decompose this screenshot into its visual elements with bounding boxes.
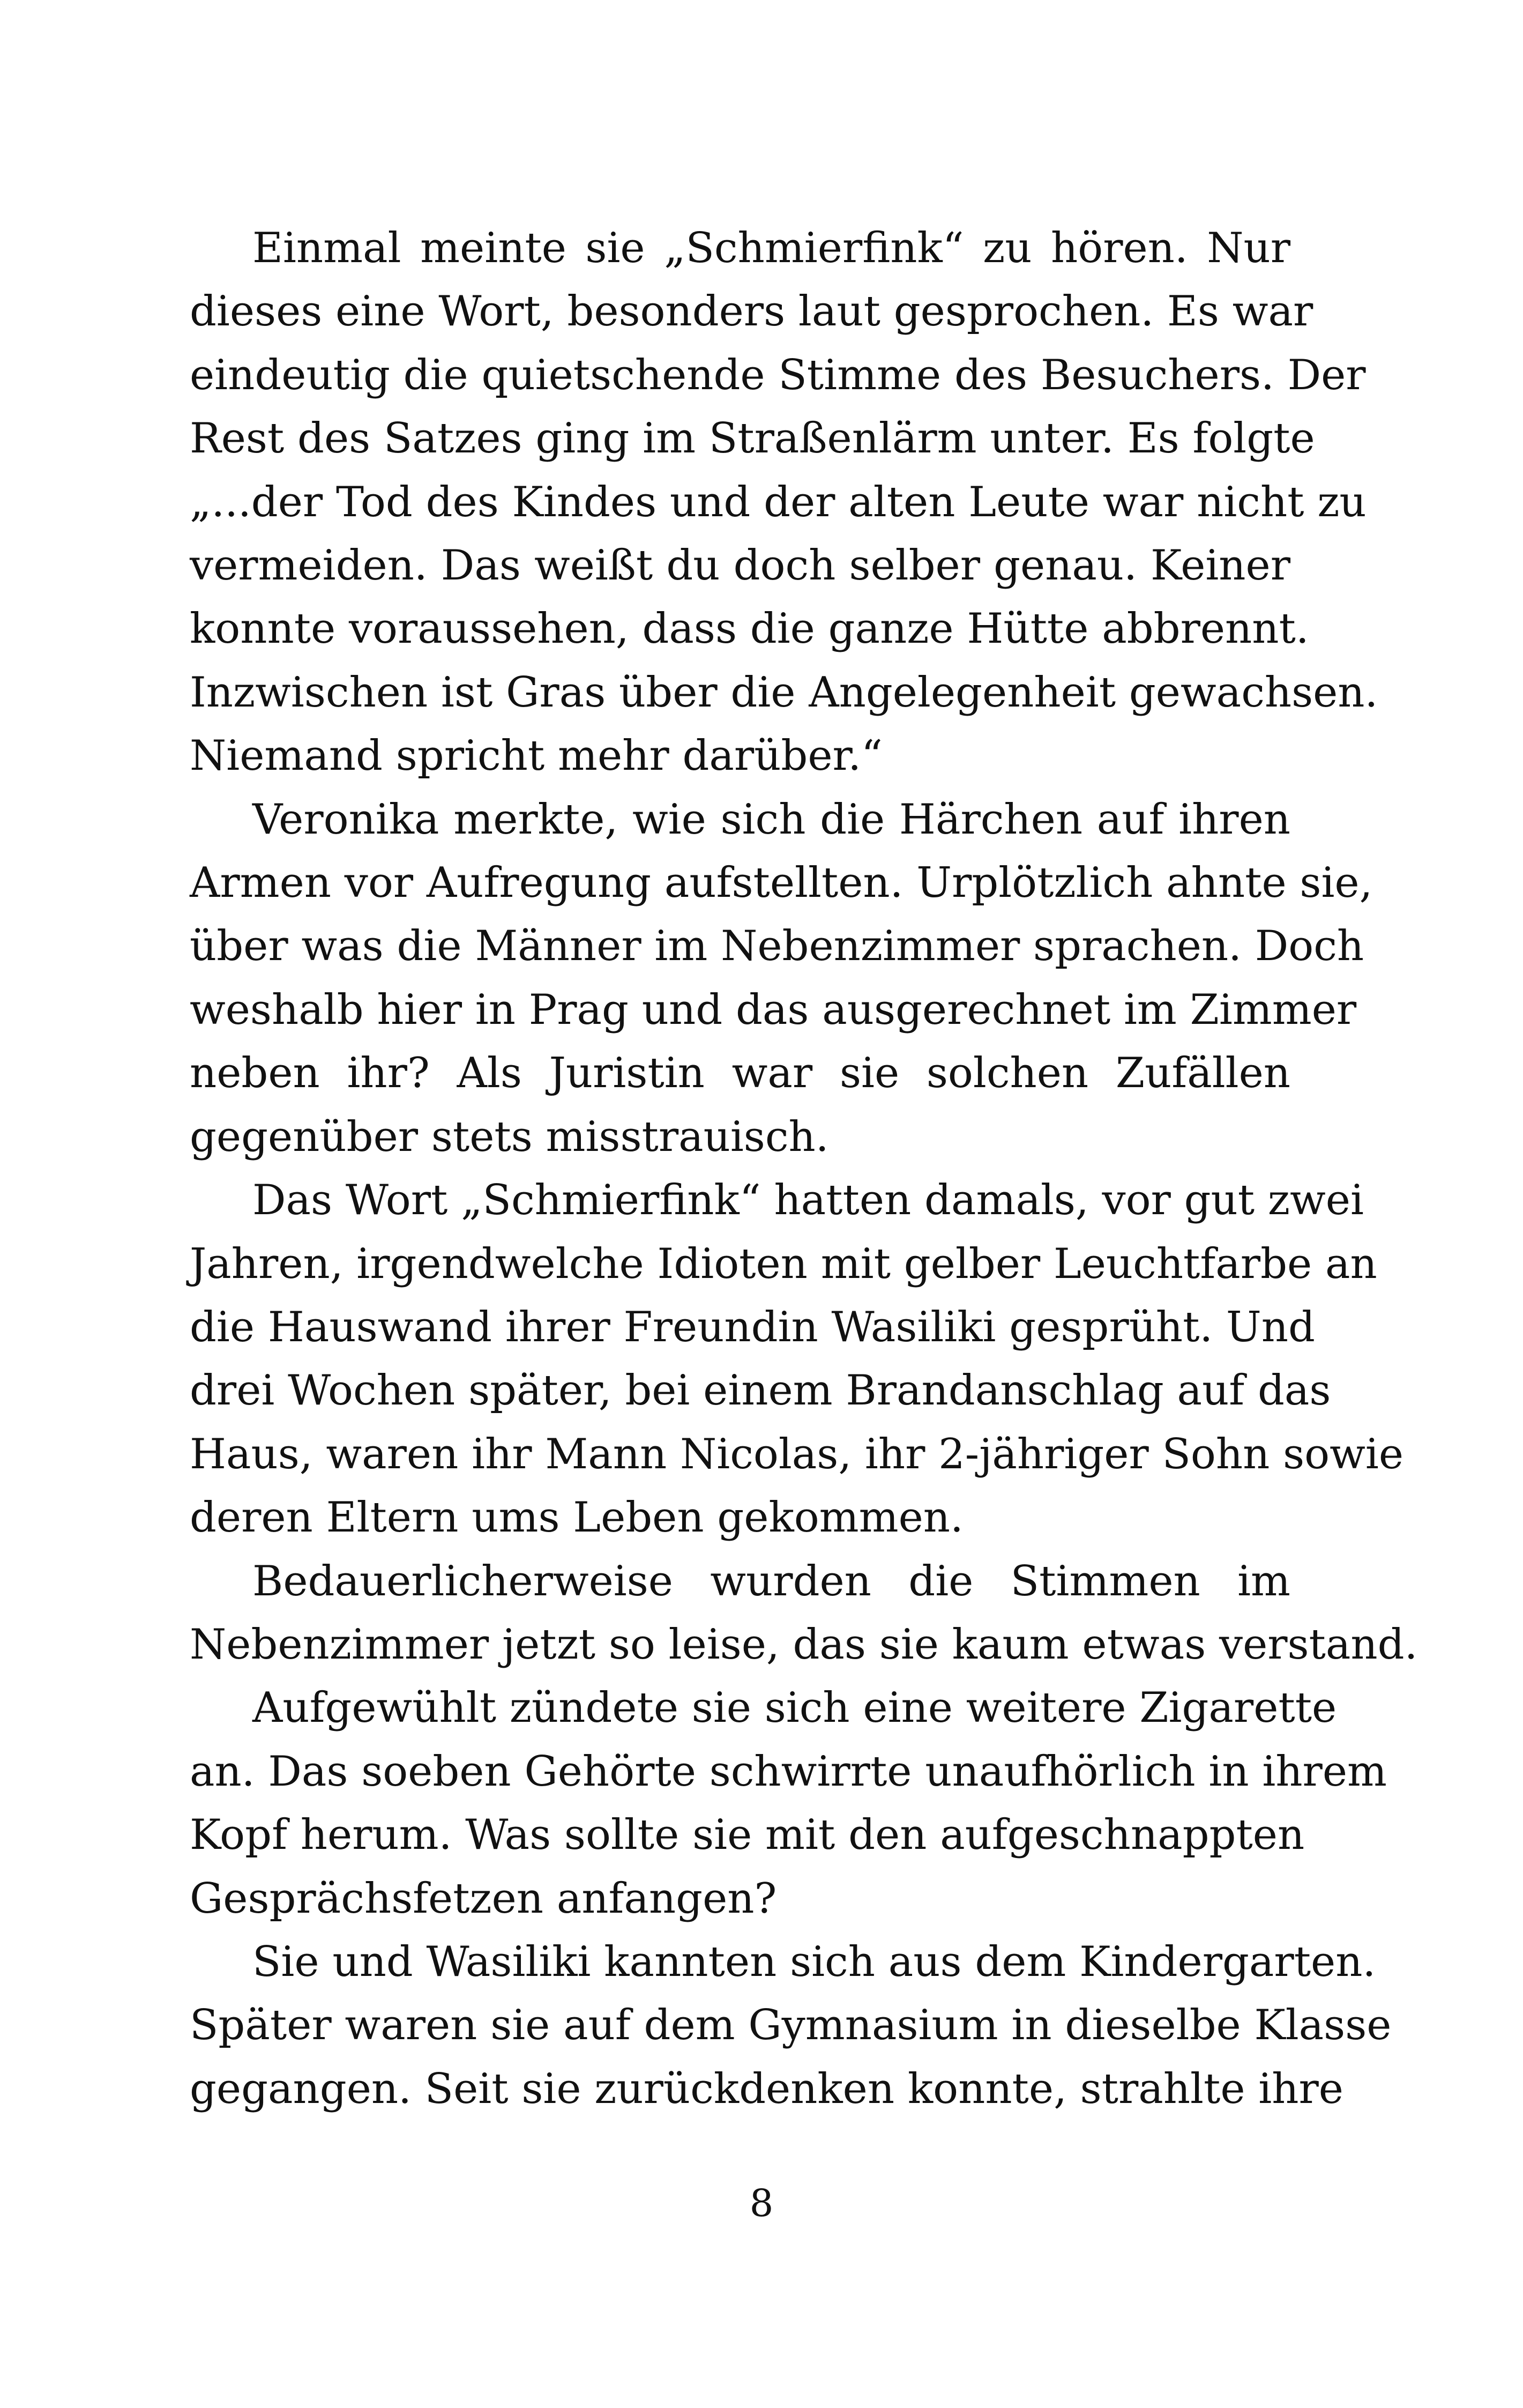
paragraph — [190, 1169, 1404, 1549]
text-line: Veronika merkte, wie sich die Härchen auf ihren — [252, 795, 1290, 844]
text-line: „...der Tod des Kindes und der alten Leute war nicht zu — [190, 478, 1367, 526]
text-line: konnte voraussehen, dass die ganze Hütte abbrennt. — [190, 605, 1309, 653]
text-line: Rest des Satzes ging im Straßenlärm unter. Es folgte — [190, 414, 1315, 463]
text-line: an. Das soeben Gehörte schwirrte unaufhörlich in ihrem — [190, 1747, 1387, 1796]
paragraph — [190, 788, 1373, 1169]
text-line: drei Wochen später, bei einem Brandanschlag auf das — [190, 1366, 1331, 1415]
page-number: 8 — [749, 2181, 774, 2225]
text-line: Niemand spricht mehr darüber.“ — [190, 732, 883, 781]
text-line: Kopf herum. Was sollte sie mit den aufgeschnappten — [190, 1811, 1305, 1860]
paragraph — [190, 217, 1378, 788]
text-line: Einmal meinte sie „Schmierfink“ zu hören. Nur — [252, 224, 1290, 272]
text-line: die Hauswand ihrer Freundin Wasiliki gesprüht. Und — [190, 1303, 1315, 1351]
text-line: weshalb hier in Prag und das ausgerechnet im Zimmer — [190, 985, 1357, 1034]
text-line: deren Eltern ums Leben gekommen. — [190, 1493, 964, 1542]
text-line: gegenüber stets misstrauisch. — [190, 1112, 829, 1161]
text-line: Gesprächsfetzen anfangen? — [190, 1874, 777, 1923]
text-line: eindeutig die quietschende Stimme des Besuchers. Der — [190, 351, 1366, 399]
text-line: Armen vor Aufregung aufstellten. Urplötzlich ahnte sie, — [190, 859, 1373, 908]
text-line: neben ihr? Als Juristin war sie solchen Zufällen — [190, 1049, 1290, 1098]
paragraph — [190, 1930, 1392, 2121]
text-line: über was die Männer im Nebenzimmer sprachen. Doch — [190, 922, 1364, 971]
text-line: Sie und Wasiliki kannten sich aus dem Kindergarten. — [252, 1937, 1376, 1986]
text-line: Später waren sie auf dem Gymnasium in dieselbe Klasse — [190, 2001, 1392, 2050]
text-line: gegangen. Seit sie zurückdenken konnte, strahlte ihre — [190, 2064, 1343, 2113]
text-line: dieses eine Wort, besonders laut gesprochen. Es war — [190, 287, 1313, 336]
text-line: Nebenzimmer jetzt so leise, das sie kaum etwas verstand. — [190, 1620, 1418, 1669]
paragraph — [190, 1550, 1418, 1677]
text-line: Haus, waren ihr Mann Nicolas, ihr 2-jähriger Sohn sowie — [190, 1430, 1404, 1478]
paragraph — [190, 1676, 1387, 1930]
text-line: Inzwischen ist Gras über die Angelegenheit gewachsen. — [190, 668, 1378, 717]
text-line: Aufgewühlt zündete sie sich eine weitere Zigarette — [252, 1684, 1337, 1733]
text-line: Bedauerlicherweise wurden die Stimmen im — [252, 1557, 1290, 1606]
text-line: vermeiden. Das weißt du doch selber genau. Keiner — [190, 541, 1290, 590]
body-text — [190, 217, 1418, 2121]
text-line: Jahren, irgendwelche Idioten mit gelber Leuchtfarbe an — [190, 1239, 1377, 1288]
text-line: Das Wort „Schmierfink“ hatten damals, vor gut zwei — [252, 1176, 1364, 1225]
